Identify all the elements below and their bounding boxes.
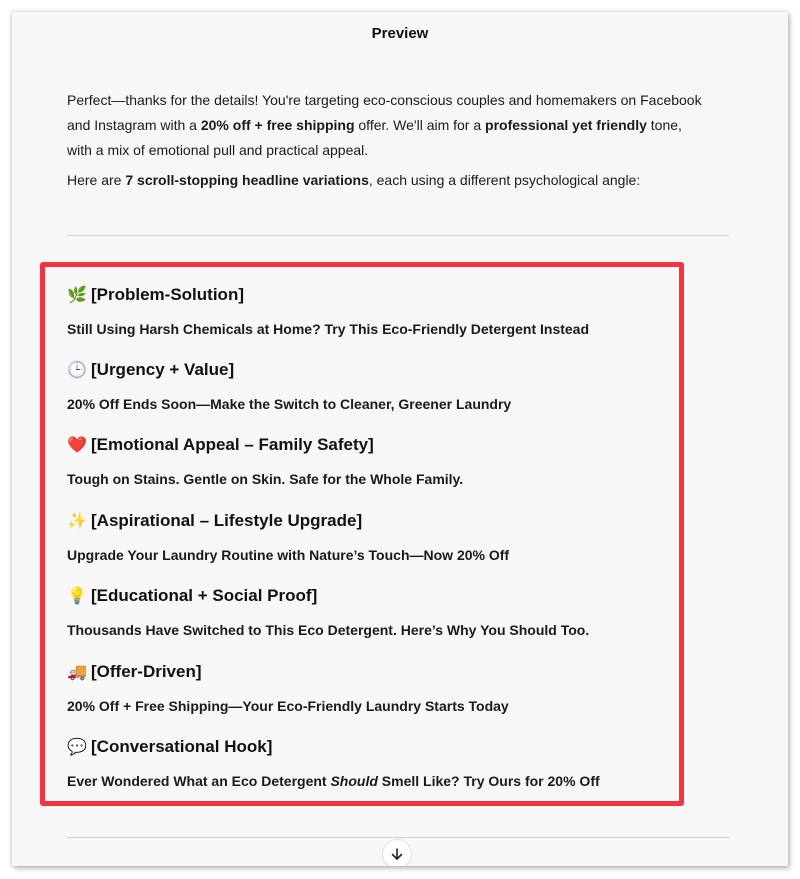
- headline-text-segment: Smell Like? Try Ours for 20% Off: [377, 773, 600, 789]
- headline-item: [67, 661, 687, 715]
- headline-heading: [67, 284, 687, 306]
- heart-icon: ❤️: [67, 437, 87, 454]
- headline-label: [Problem-Solution]: [91, 285, 244, 304]
- intro-paragraph-2: [67, 168, 707, 193]
- delivery-truck-icon: 🚚: [67, 664, 87, 681]
- headline-label: [Urgency + Value]: [91, 360, 235, 379]
- headline-text: 20% Off + Free Shipping—Your Eco-Friendly Laundry Starts Today: [67, 698, 509, 714]
- headline-text: Upgrade Your Laundry Routine with Nature’s Touch—Now 20% Off: [67, 547, 510, 563]
- intro-text-segment: Perfect—thanks for the details! You're targeting eco-conscious couples and homemakers on Facebook and Instagram with a: [67, 92, 702, 133]
- headline-text: 20% Off Ends Soon—Make the Switch to Cleaner, Greener Laundry: [67, 396, 512, 412]
- headline-item: [67, 284, 687, 338]
- headline-text: Thousands Have Switched to This Eco Detergent. Here’s Why You Should Too.: [67, 622, 590, 638]
- headline-label: [Conversational Hook]: [91, 737, 273, 756]
- intro-text: [67, 88, 707, 198]
- clock-icon: 🕒: [67, 362, 87, 379]
- intro-paragraph-1: [67, 88, 707, 163]
- headline-item: [67, 736, 687, 790]
- headline-text-segment: Ever Wondered What an Eco Detergent: [67, 773, 331, 789]
- headline-text: Still Using Harsh Chemicals at Home? Try This Eco-Friendly Detergent Instead: [67, 321, 590, 337]
- headline-heading: [67, 434, 687, 456]
- headline-text-emphasis: Should: [330, 773, 378, 789]
- variations-emphasis: 7 scroll-stopping headline variations: [125, 172, 369, 188]
- intro-text-segment: , each using a different psychological angle:: [368, 172, 641, 188]
- headline-text: Tough on Stains. Gentle on Skin. Safe for the Whole Family.: [67, 471, 464, 487]
- headline-heading: [67, 359, 687, 381]
- intro-text-segment: offer. We'll aim for a: [354, 117, 486, 133]
- speech-bubble-icon: 💬: [67, 739, 87, 756]
- headline-label: [Aspirational – Lifestyle Upgrade]: [91, 511, 363, 530]
- page-title: Preview: [371, 25, 429, 42]
- headline-heading: [67, 661, 687, 683]
- headline-heading: [67, 736, 687, 758]
- headline-item: [67, 359, 687, 413]
- headline-label: [Offer-Driven]: [91, 662, 202, 681]
- headline-item: [67, 434, 687, 488]
- headline-heading: [67, 510, 687, 532]
- offer-emphasis: 20% off + free shipping: [200, 117, 355, 133]
- arrow-down-icon: [390, 847, 404, 861]
- preview-panel: [12, 12, 788, 866]
- sparkles-icon: ✨: [67, 513, 87, 530]
- scroll-down-button[interactable]: [382, 839, 412, 866]
- intro-text-segment: Here are: [67, 172, 126, 188]
- tone-emphasis: professional yet friendly: [485, 117, 647, 133]
- headline-label: [Educational + Social Proof]: [91, 586, 318, 605]
- divider: [67, 837, 729, 838]
- headline-text: [67, 772, 687, 790]
- headline-item: [67, 510, 687, 564]
- lightbulb-icon: 💡: [67, 588, 87, 605]
- headline-heading: [67, 585, 687, 607]
- divider: [67, 235, 729, 236]
- intro-text-segment: tone, with a mix of emotional pull and practical appeal.: [67, 117, 682, 158]
- headline-label: [Emotional Appeal – Family Safety]: [91, 435, 374, 454]
- headline-item: [67, 585, 687, 639]
- herb-icon: 🌿: [67, 287, 87, 304]
